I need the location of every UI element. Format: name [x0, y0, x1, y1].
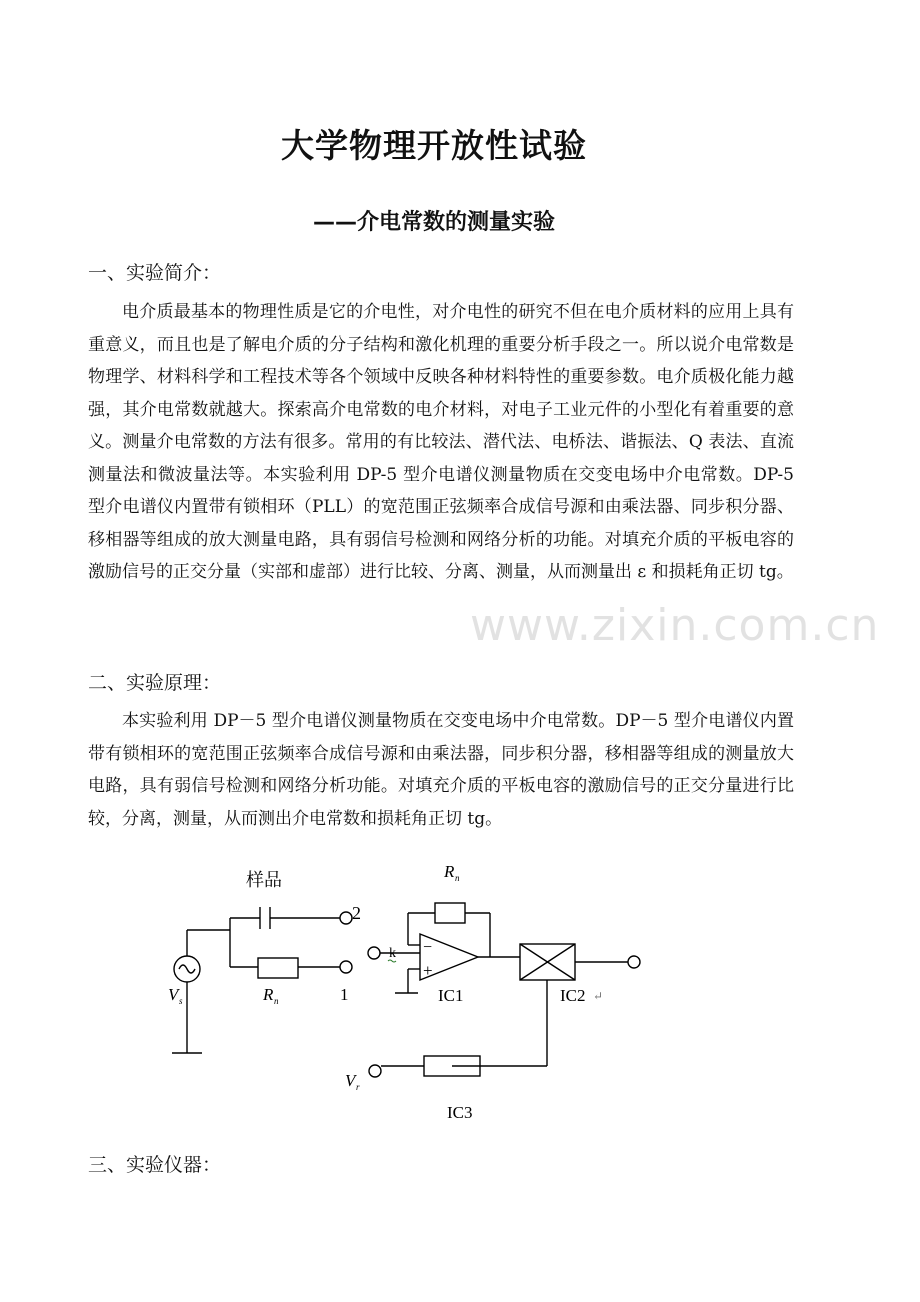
label-ic3: IC3: [447, 1103, 473, 1122]
label-vs: V: [168, 985, 179, 1004]
ac-source-wave: [179, 965, 195, 973]
section-paragraph-intro: 电介质最基本的物理性质是它的介电性，对介电性的研究不但在电介质材料的应用上具有重意义，而且也是了解电介质的分子结构和激化机理的重要分析手段之一。所以说介电常数是物理学、材料科学和工程技术等各个领域中反映各种材料特性的重要参数。电介质极化能力越强，其介电常数就越大。探索高介电常数的电介材料，对电子工业元件的小型化有着重要的意义。测量介电常数的方法有很多。常用的有比较法、潜代法、电桥法、谐振法、Q 表法、直流测量法和微波量法等。本实验利用 DP-5 型介电谱仪测量物质在交变电场中介电常数。DP-5 型介电谱仪内置带有锁相环（PLL）的宽范围正弦频率合成信号源和由乘法器、同步积分器、移相器等组成的放大测量电路，具有弱信号检测和网络分析的功能。对填充介质的平板电容的激励信号的正交分量（实部和虚部）进行比较、分离、测量，从而测量出 ε 和损耗角正切 tg。: [88, 302, 794, 582]
switch-node: [368, 947, 380, 959]
label-rn-bottom-sub: n: [274, 996, 279, 1006]
label-switch-k: k: [389, 946, 396, 961]
label-rn-bottom: R: [263, 985, 274, 1004]
watermark: www.zixin.com.cn: [470, 600, 880, 651]
vr-input-node: [369, 1065, 381, 1077]
label-vs-sub: s: [179, 996, 183, 1006]
resistor-rn-bottom: [258, 958, 298, 978]
label-vr: V: [345, 1071, 356, 1090]
resistor-rn-feedback: [435, 903, 465, 923]
label-opamp-plus: +: [423, 961, 433, 980]
label-ic2-mark: ↵: [593, 989, 604, 1003]
section-heading-intro: 一、实验简介：: [88, 262, 222, 284]
terminal-2-node: [340, 912, 352, 924]
section-heading-principle: 二、实验原理：: [88, 672, 222, 694]
section-paragraph-principle: 本实验利用 DP－5 型介电谱仪测量物质在交变电场中介电常数。DP－5 型介电谱仪内置带有锁相环的宽范围正弦频率合成信号源和由乘法器，同步积分器，移相器等组成的测量放大电路，具有弱信号检测和网络分析功能。对填充介质的平板电容的激励信号的正交分量进行比较，分离，测量，从而测出介电常数和损耗角正切 tg。: [88, 711, 794, 829]
output-node: [628, 956, 640, 968]
label-sample: 样品: [246, 870, 282, 890]
label-ic1: IC1: [438, 986, 464, 1005]
label-rn-top: R: [444, 862, 455, 881]
circuit-diagram: [150, 855, 710, 1135]
label-opamp-minus: −: [423, 939, 433, 956]
page-title: 大学物理开放性试验: [281, 126, 587, 165]
section-heading-instruments: 三、实验仪器：: [88, 1154, 222, 1176]
label-terminal-2: 2: [352, 903, 361, 923]
terminal-1-node: [340, 961, 352, 973]
label-vr-sub: r: [356, 1082, 360, 1092]
label-ic2: IC2: [560, 986, 586, 1005]
label-terminal-1: 1: [340, 985, 349, 1004]
page-subtitle: ——介电常数的测量实验: [312, 210, 555, 235]
label-rn-top-sub: n: [455, 873, 460, 883]
